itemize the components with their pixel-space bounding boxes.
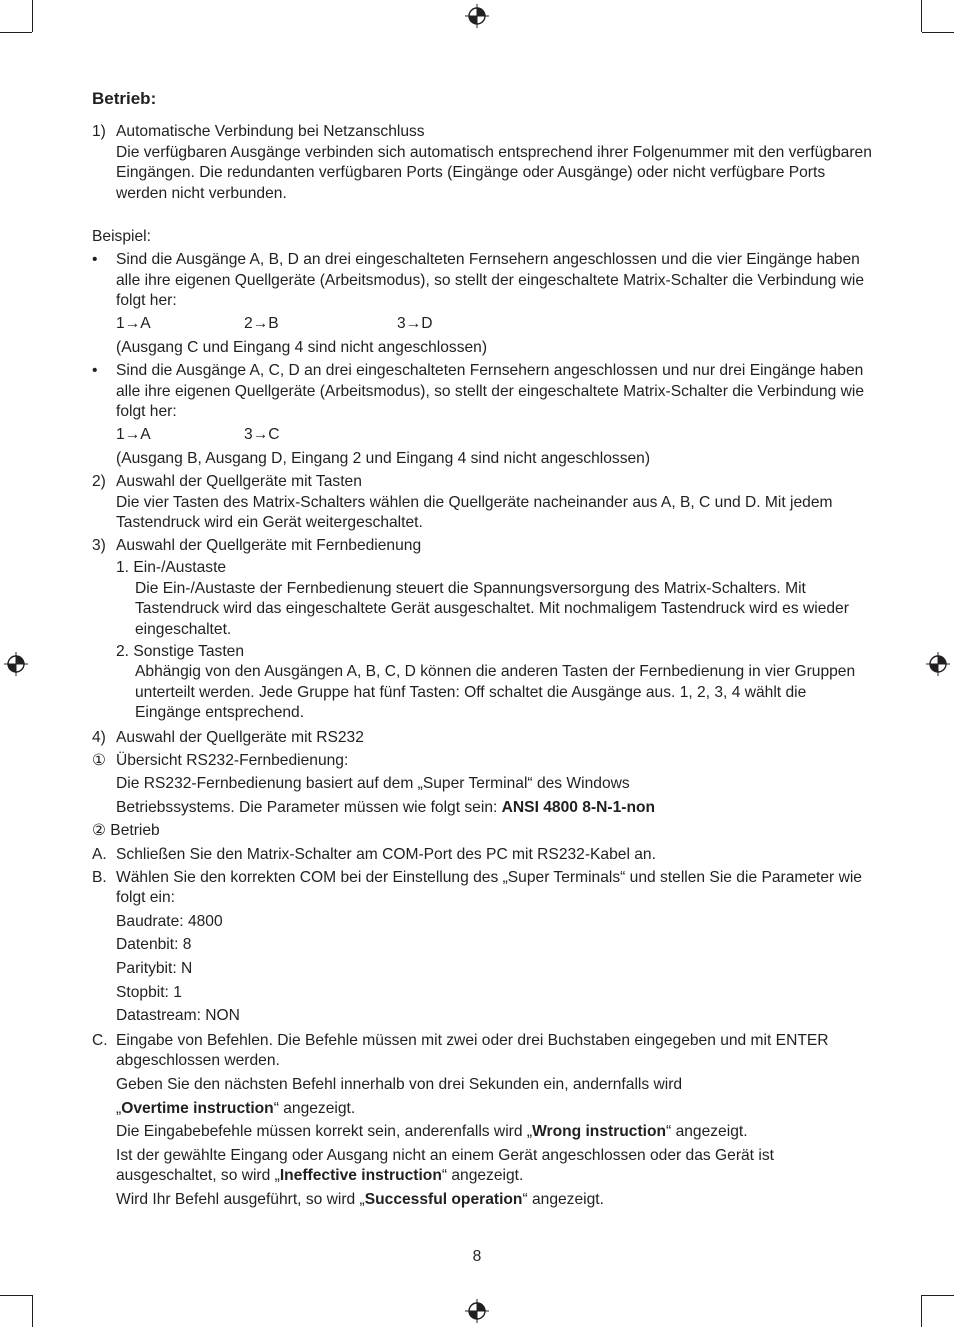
sub-item-title: 2. Sonstige Tasten xyxy=(116,642,245,660)
message-text: Ineffective instruction xyxy=(279,1167,442,1185)
crop-mark xyxy=(32,1295,33,1327)
crop-mark xyxy=(921,0,922,32)
text-run: Ist der gewählte Eingang oder Ausgang nicht an einem Gerät angeschlossen oder das Gerät ist ausgeschaltet, so wird „ xyxy=(116,1146,774,1185)
list-item xyxy=(92,868,872,1027)
crop-mark xyxy=(921,1295,922,1327)
sub-item-text: Die Ein-/Austaste der Fernbedienung steuert die Spannungsversorgung des Matrix-Schalters. Mit Tastendruck wird das eingeschaltete Gerät ausgeschaltet. Mit nochmaligem Tastendruck wird es wieder eingeschaltet. xyxy=(135,579,849,639)
item-title: Auswahl der Quellgeräte mit Tasten xyxy=(116,472,362,490)
item-title: Übersicht RS232-Fernbedienung: xyxy=(116,751,349,769)
param-line: Datastream: NON xyxy=(116,1007,240,1025)
sub-item-title: 1. Ein-/Austaste xyxy=(116,559,227,577)
param-line: Stopbit: 1 xyxy=(116,983,182,1001)
registration-mark-icon xyxy=(4,652,28,676)
mapping-row xyxy=(116,425,872,446)
parameter-string: ANSI 4800 8-N-1-non xyxy=(501,798,656,816)
text-run: Die Eingabebefehle müssen korrekt sein, anderenfalls wird „ xyxy=(116,1123,533,1141)
param-line: Paritybit: N xyxy=(116,959,193,977)
item-text xyxy=(116,1190,872,1211)
text-run: Betriebssystems. Die Parameter müssen wie folgt sein: xyxy=(116,798,502,816)
crop-mark xyxy=(0,1295,32,1296)
list-number: 4) xyxy=(92,729,106,747)
list-number: 1) xyxy=(92,123,106,140)
item-text: Die verfügbaren Ausgänge verbinden sich automatisch entsprechend ihrer Folgenummer mit den verfügbaren Eingängen. Die redundanten verfügbaren Ports (Eingänge oder Ausgänge) oder nicht verfügbare Ports werden nicht verbunden. xyxy=(116,143,872,202)
sub-item-text: Abhängig von den Ausgängen A, B, C, D können die anderen Tasten der Fernbedienung in vier Gruppen unterteilt werden. Jede Gruppe hat fünf Tasten: Off schaltet die Ausgänge aus. 1, 2, 3, 4 wählt die Eingänge entsprechend. xyxy=(135,663,856,722)
item-text: Sind die Ausgänge A, C, D an drei eingeschalteten Fernsehern angeschlossen und nur drei Eingänge haben alle ihre eigenen Quellgeräte (Arbeitsmodus), so stellt der eingeschaltete Matrix-Schalter die Verbindung wie folgt her: xyxy=(116,361,865,421)
item-text: Geben Sie den nächsten Befehl innerhalb von drei Sekunden ein, andernfalls wird xyxy=(116,1075,683,1093)
text-run: „ xyxy=(116,1099,122,1117)
list-item xyxy=(92,472,872,534)
item-text xyxy=(116,1099,872,1120)
list-number: 3) xyxy=(92,536,106,554)
item-text xyxy=(116,1122,872,1143)
registration-mark-icon xyxy=(465,4,489,28)
page-content xyxy=(92,88,872,1211)
item-text: Die RS232-Fernbedienung basiert auf dem „Super Terminal“ des Windows xyxy=(116,775,630,793)
list-item xyxy=(92,1031,872,1211)
param-line: Baudrate: 4800 xyxy=(116,912,223,930)
mapping-row xyxy=(116,314,872,335)
list-item xyxy=(92,250,872,359)
crop-mark xyxy=(922,1295,954,1296)
crop-mark xyxy=(0,32,32,33)
list-item xyxy=(92,845,872,866)
registration-mark-icon xyxy=(926,652,950,676)
mapping: 3→C xyxy=(244,425,280,443)
mapping: 1→A xyxy=(116,425,151,443)
message-text: Successful operation xyxy=(364,1190,523,1208)
crop-mark xyxy=(922,32,954,33)
list-item xyxy=(92,361,872,470)
list-item xyxy=(92,728,872,749)
param-line: Datenbit: 8 xyxy=(116,936,192,954)
item-title: Auswahl der Quellgeräte mit RS232 xyxy=(116,729,364,747)
item-text xyxy=(116,1146,872,1187)
example-label: Beispiel: xyxy=(92,228,151,246)
sub-heading: ② Betrieb xyxy=(92,822,160,840)
list-letter: A. xyxy=(92,846,107,863)
mapping: 1→A xyxy=(116,314,151,332)
item-title: Auswahl der Quellgeräte mit Fernbedienung xyxy=(116,536,422,554)
item-note: (Ausgang C und Eingang 4 sind nicht angeschlossen) xyxy=(116,339,488,357)
list-item xyxy=(92,751,872,819)
item-title: Automatische Verbindung bei Netzanschluss xyxy=(116,123,425,140)
item-text: Wählen Sie den korrekten COM bei der Einstellung des „Super Terminals“ und stellen Sie die Parameter wie folgt ein: xyxy=(116,868,862,907)
message-text: Wrong instruction xyxy=(532,1123,667,1141)
mapping: 2→B xyxy=(244,314,279,332)
item-text: Sind die Ausgänge A, B, D an drei eingeschalteten Fernsehern angeschlossen und die vier Eingänge haben alle ihre eigenen Quellgeräte (Arbeitsmodus), so stellt der eingeschaltete Matrix-Schalter die Verbindung wie folgt her: xyxy=(116,250,865,310)
text-run: “ angezeigt. xyxy=(666,1123,748,1141)
item-text: Eingabe von Befehlen. Die Befehle müssen mit zwei oder drei Buchstaben eingegeben und mit ENTER abgeschlossen werden. xyxy=(116,1031,829,1070)
registration-mark-icon xyxy=(465,1299,489,1323)
mapping: 3→D xyxy=(397,314,433,332)
list-letter: C. xyxy=(92,1031,108,1049)
circled-one-icon: ① xyxy=(92,751,106,769)
bullet-icon: • xyxy=(92,250,98,268)
text-run: “ angezeigt. xyxy=(273,1099,356,1117)
list-item xyxy=(92,122,872,204)
list-letter: B. xyxy=(92,868,107,886)
item-note: (Ausgang B, Ausgang D, Eingang 2 und Eingang 4 sind nicht angeschlossen) xyxy=(116,450,651,468)
text-run: “ angezeigt. xyxy=(441,1167,524,1185)
message-text: Overtime instruction xyxy=(121,1099,274,1117)
text-run: Wird Ihr Befehl ausgeführt, so wird „ xyxy=(116,1190,365,1208)
list-number: 2) xyxy=(92,472,106,490)
item-text xyxy=(116,798,872,819)
bullet-icon: • xyxy=(92,361,98,379)
list-item xyxy=(92,536,872,724)
section-heading: Betrieb: xyxy=(92,89,157,108)
item-text: Schließen Sie den Matrix-Schalter am COM-Port des PC mit RS232-Kabel an. xyxy=(116,846,656,863)
item-text: Die vier Tasten des Matrix-Schalters wählen die Quellgeräte nacheinander aus A, B, C und D. Mit jedem Tastendruck wird ein Gerät weitergeschaltet. xyxy=(116,493,833,532)
page-number: 8 xyxy=(472,1248,482,1265)
crop-mark xyxy=(32,0,33,32)
text-run: “ angezeigt. xyxy=(522,1190,604,1208)
